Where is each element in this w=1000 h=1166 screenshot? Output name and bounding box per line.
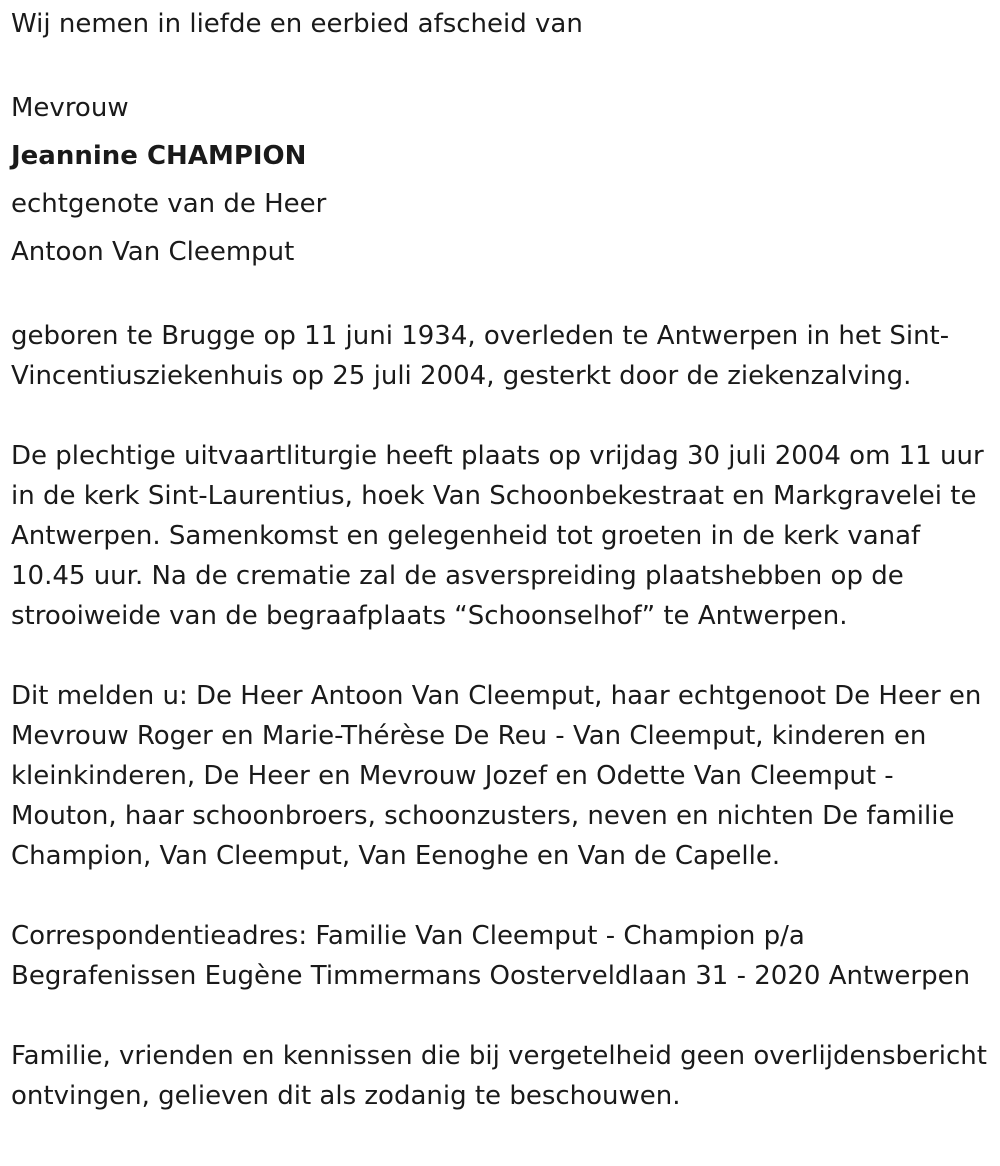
spouse-relation: echtgenote van de Heer bbox=[11, 189, 327, 219]
correspondence-paragraph: Correspondentieadres: Familie Van Cleemput - Champion p/a Begrafenissen Eugène Timmermans Oosterveldlaan 31 - 2020 Antwerpen bbox=[11, 921, 971, 991]
spouse-name: Antoon Van Cleemput bbox=[11, 237, 295, 267]
birth-death-paragraph: geboren te Brugge op 11 juni 1934, overleden te Antwerpen in het Sint-Vincentiusziekenhuis op 25 juli 2004, gesterkt door de ziekenzalving. bbox=[11, 321, 950, 391]
death-notice bbox=[11, 4, 996, 1116]
intro-text: Wij nemen in liefde en eerbied afscheid van bbox=[11, 9, 583, 39]
honorific: Mevrouw bbox=[11, 93, 129, 123]
announced-by-paragraph: Dit melden u: De Heer Antoon Van Cleemput, haar echtgenoot De Heer en Mevrouw Roger en Marie-Thérèse De Reu - Van Cleemput, kinderen en kleinkinderen, De Heer en Mevrouw Jozef en Odette Van Cleemput - Mouton, haar schoonbroers, schoonzusters, neven en nichten De familie Champion, Van Cleemput, Van Eenoghe en Van de Capelle. bbox=[11, 681, 982, 871]
funeral-paragraph: De plechtige uitvaartliturgie heeft plaats op vrijdag 30 juli 2004 om 11 uur in de kerk Sint-Laurentius, hoek Van Schoonbekestraat en Markgravelei te Antwerpen. Samenkomst en gelegenheid tot groeten in de kerk vanaf 10.45 uur. Na de crematie zal de asverspreiding plaatshebben op de strooiweide van de begraafplaats “Schoonselhof” te Antwerpen. bbox=[11, 441, 984, 631]
deceased-name: Jeannine CHAMPION bbox=[11, 141, 307, 171]
closing-paragraph: Familie, vrienden en kennissen die bij vergetelheid geen overlijdensbericht ontvingen, gelieven dit als zodanig te beschouwen. bbox=[11, 1041, 987, 1111]
